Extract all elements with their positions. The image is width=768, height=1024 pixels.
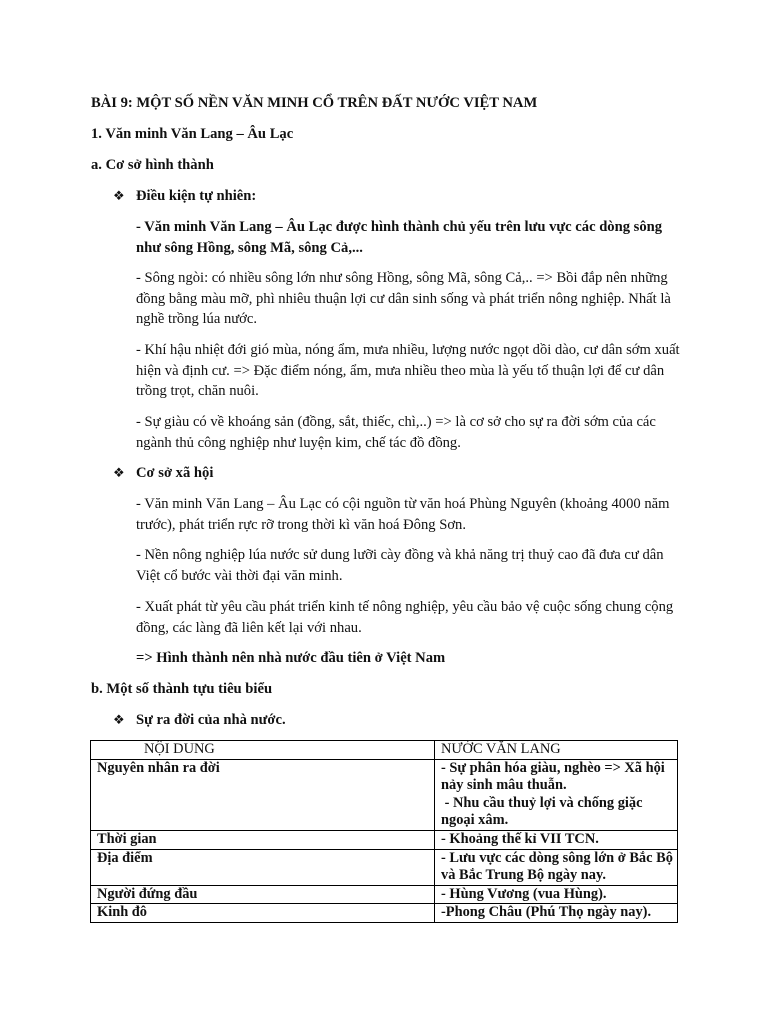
- diamond-bullet-icon: ❖: [113, 465, 125, 480]
- table-cell-line: - Sự phân hóa giàu, nghèo => Xã hội nảy sinh mâu thuẫn.: [441, 759, 665, 794]
- table-row-label: Nguyên nhân ra đời: [91, 759, 435, 830]
- table-header-cell: NỘI DUNG: [91, 741, 435, 760]
- section-heading-1: 1. Văn minh Văn Lang – Âu Lạc: [91, 126, 294, 142]
- subsection-heading-b: b. Một số thành tựu tiêu biểu: [91, 681, 273, 697]
- table-header-row: [91, 741, 678, 760]
- natural-paragraph-2: - Sông ngòi: có nhiều sông lớn như sông Hồng, sông Mã, sông Cả,.. => Bồi đắp nên những đồng bằng màu mỡ, phì nhiêu thuận lợi cư dân sinh sống và phát triển nông nghiệp. Nhất là nghề trồng lúa nước.: [136, 270, 671, 327]
- table-cell: [435, 759, 678, 830]
- table-header-cell: NƯỚC VĂN LANG: [435, 741, 678, 760]
- subsection-heading-a: a. Cơ sở hình thành: [91, 157, 214, 173]
- table-cell-line: - Nhu cầu thuỷ lợi và chống giặc ngoại xâm.: [441, 794, 647, 829]
- natural-paragraph-1: - Văn minh Văn Lang – Âu Lạc được hình thành chủ yếu trên lưu vực các dòng sông như sông Hồng, sông Mã, sông Cả,...: [136, 219, 663, 256]
- document-title: BÀI 9: MỘT SỐ NỀN VĂN MINH CỔ TRÊN ĐẤT NƯỚC VIỆT NAM: [91, 95, 538, 111]
- table-cell: - Hùng Vương (vua Hùng).: [435, 885, 678, 904]
- van-lang-state-table: [90, 740, 678, 923]
- table-row: [91, 830, 678, 849]
- diamond-bullet-icon: ❖: [113, 188, 125, 203]
- table-row-label: Địa điểm: [91, 849, 435, 885]
- table-cell: - Lưu vực các dòng sông lớn ở Bắc Bộ và Bắc Trung Bộ ngày nay.: [435, 849, 678, 885]
- natural-paragraph-4: - Sự giàu có về khoáng sản (đồng, sắt, thiếc, chì,..) => là cơ sở cho sự ra đời sớm của các ngành thủ công nghiệp như luyện kim, chế tác đồ đồng.: [136, 414, 656, 451]
- table-row-label: Người đứng đầu: [91, 885, 435, 904]
- table-row-label: Kinh đô: [91, 904, 435, 923]
- social-conclusion: => Hình thành nên nhà nước đầu tiên ở Việt Nam: [136, 650, 446, 666]
- table-row: [91, 759, 678, 830]
- table-cell: - Khoảng thế kỉ VII TCN.: [435, 830, 678, 849]
- state-formation-heading: Sự ra đời của nhà nước.: [136, 712, 286, 728]
- social-basis-heading: Cơ sở xã hội: [136, 465, 214, 481]
- table-row-label: Thời gian: [91, 830, 435, 849]
- table-row: [91, 904, 678, 923]
- social-paragraph-1: - Văn minh Văn Lang – Âu Lạc có cội nguồn từ văn hoá Phùng Nguyên (khoảng 4000 năm trước), phát triển rực rỡ trong thời kì văn hoá Đông Sơn.: [136, 496, 670, 533]
- social-paragraph-2: - Nền nông nghiệp lúa nước sử dung lưỡi cày đồng và khả năng trị thuỷ cao đã đưa cư dân Việt cổ bước vài thời đại văn minh.: [136, 547, 664, 584]
- diamond-bullet-icon: ❖: [113, 712, 125, 727]
- natural-conditions-heading: Điều kiện tự nhiên:: [136, 188, 257, 204]
- natural-paragraph-3: - Khí hậu nhiệt đới gió mùa, nóng ẩm, mưa nhiều, lượng nước ngọt dồi dào, cư dân sớm xuất hiện và định cư. => Đặc điểm nóng, ẩm, mưa nhiều theo mùa là yếu tố thuận lợi để cư dân trồng trọt, chăn nuôi.: [136, 342, 680, 399]
- table-row: [91, 849, 678, 885]
- table-cell: -Phong Châu (Phú Thọ ngày nay).: [435, 904, 678, 923]
- social-paragraph-3: - Xuất phát từ yêu cầu phát triển kinh tế nông nghiệp, yêu cầu bảo vệ cuộc sống chung cộng đồng, các làng đã liên kết lại với nhau.: [136, 599, 674, 636]
- table-row: [91, 885, 678, 904]
